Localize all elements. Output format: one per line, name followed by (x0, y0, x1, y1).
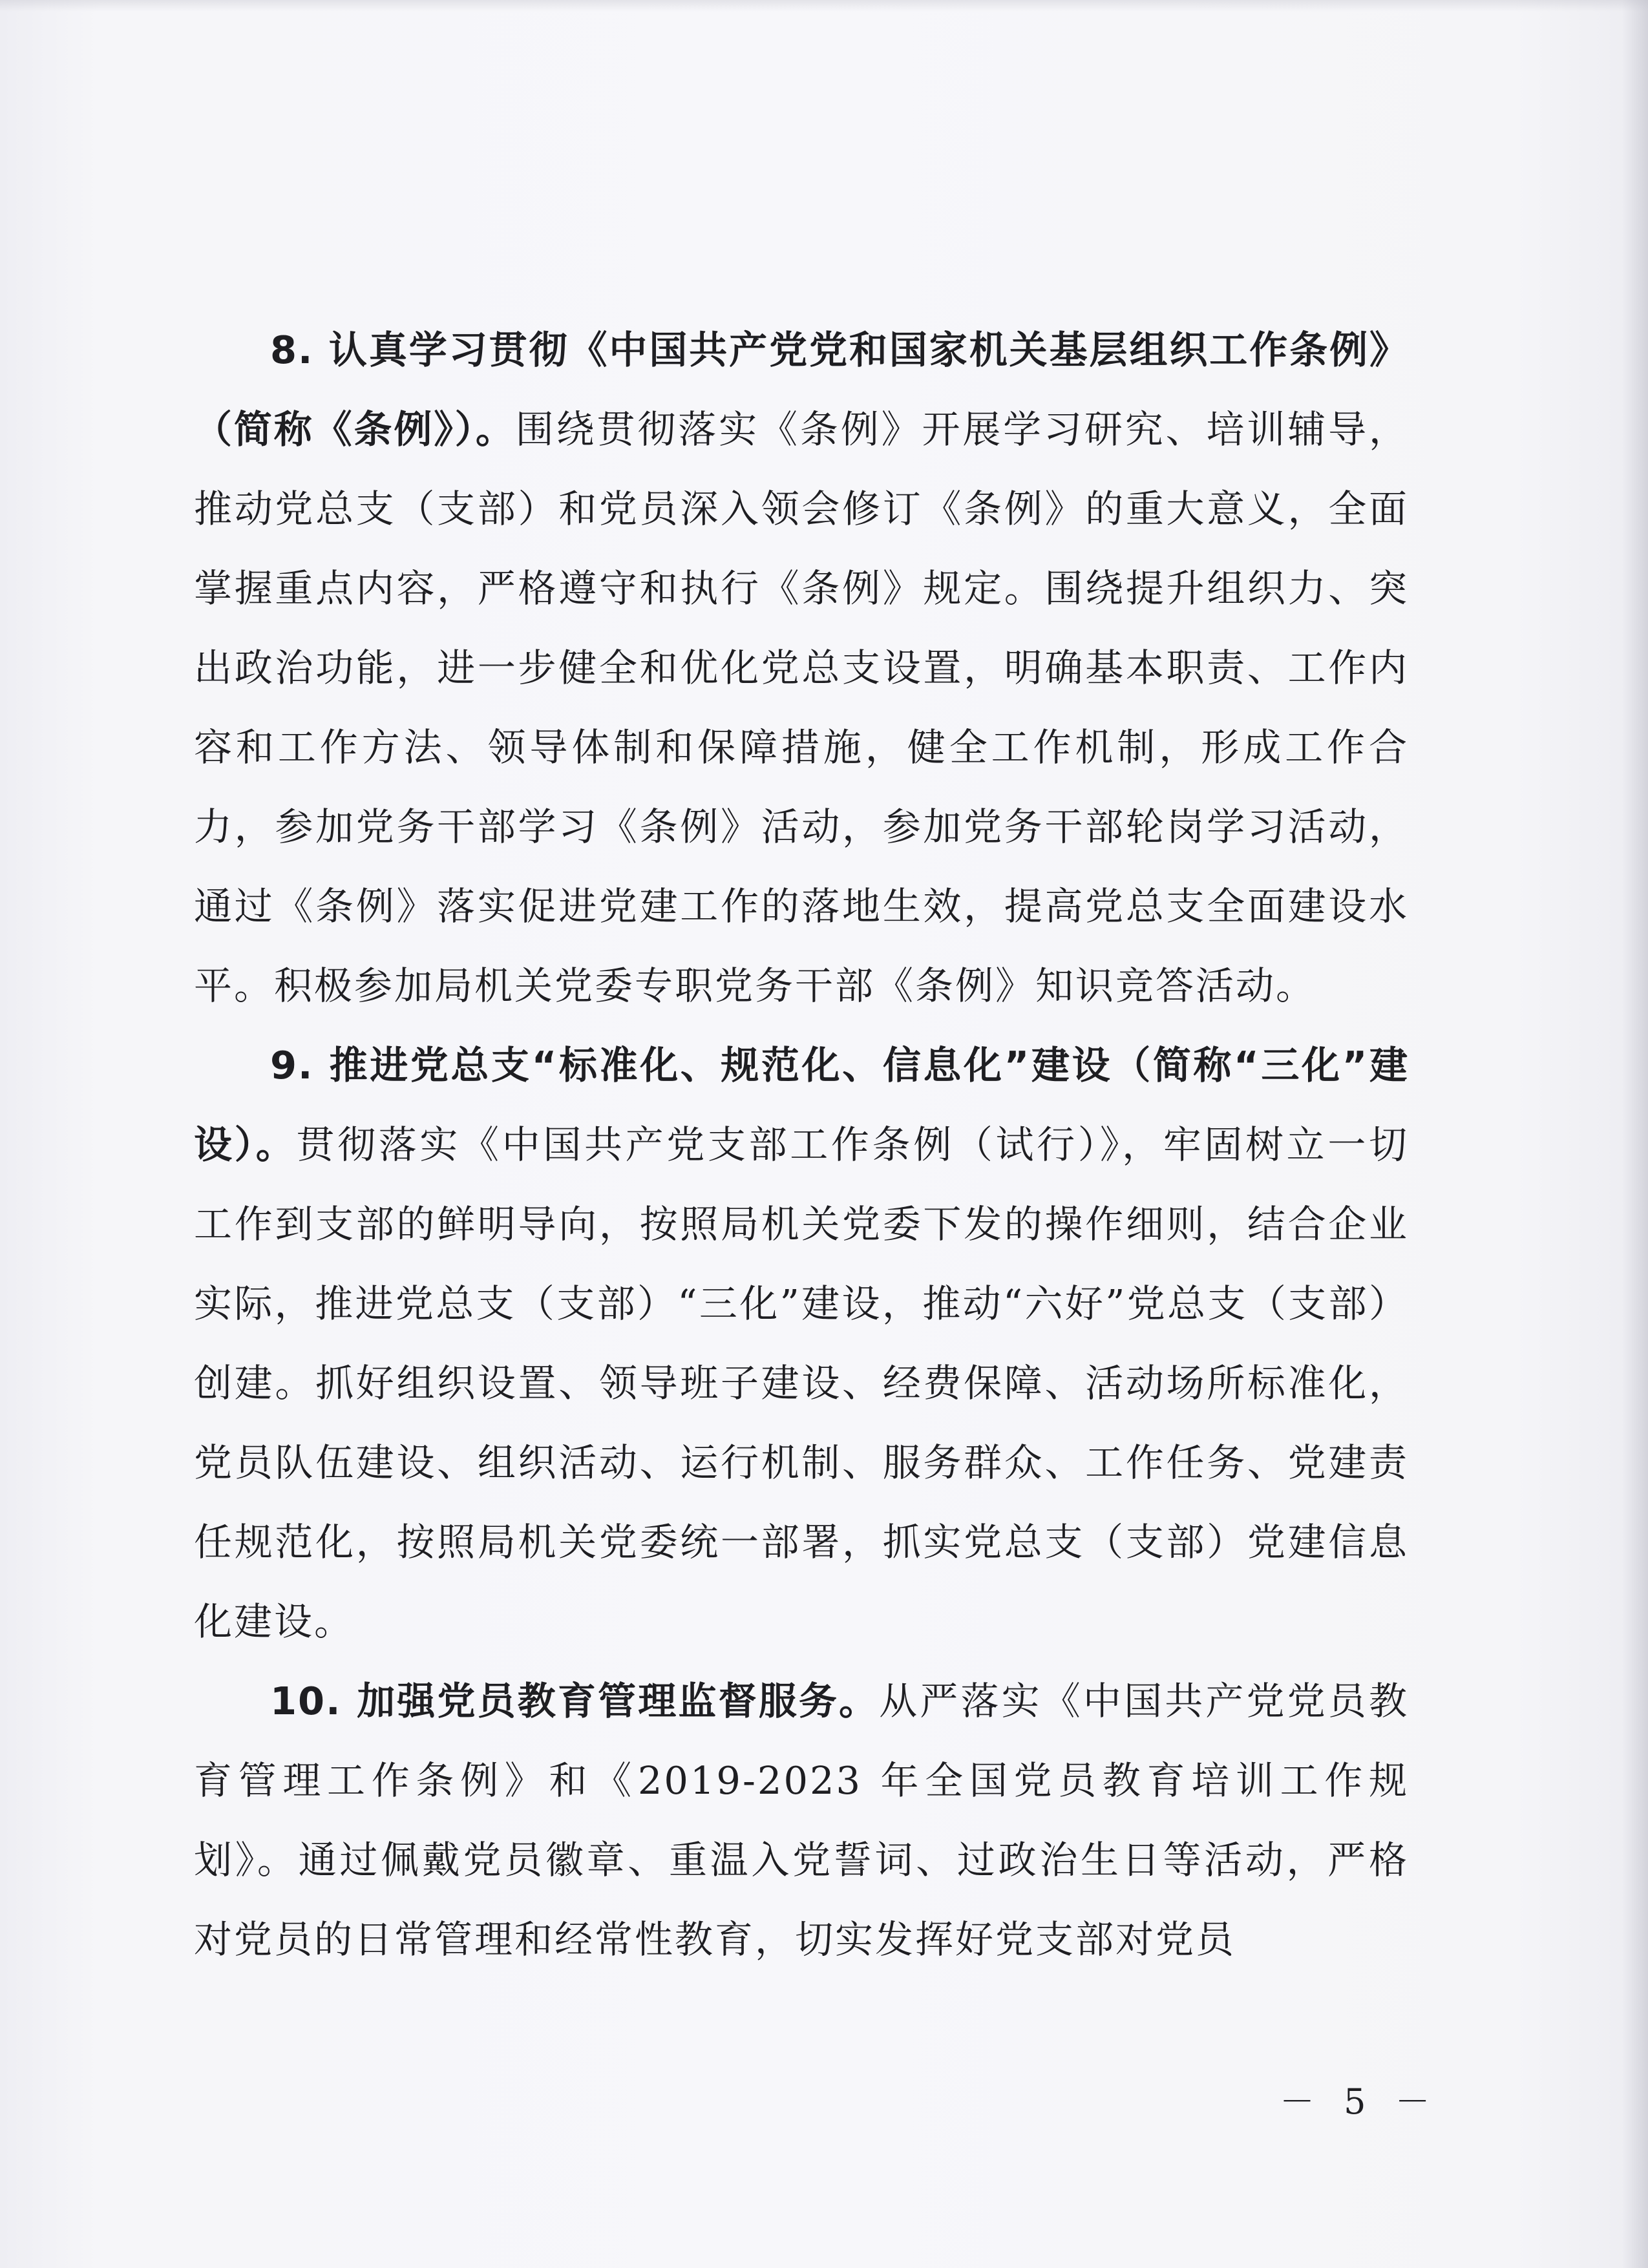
document-body (194, 310, 1409, 1979)
paragraph-item-10 (194, 1661, 1409, 1979)
paragraph-item-9 (194, 1025, 1409, 1661)
paragraph-body: 贯彻落实《中国共产党支部工作条例（试行）》，牢固树立一切工作到支部的鲜明导向，按照局机关党委下发的操作细则，结合企业实际，推进党总支（支部）“三化”建设，推动“六好”党总支（支部）创建。抓好组织设置、领导班子建设、经费保障、活动场所标准化，党员队伍建设、组织活动、运行机制、服务群众、工作任务、党建责任规范化，按照局机关党委统一部署，抓实党总支（支部）党建信息化建设。 (194, 1122, 1409, 1644)
paragraph-body: 围绕贯彻落实《条例》开展学习研究、培训辅导，推动党总支（支部）和党员深入领会修订《条例》的重大意义，全面掌握重点内容，严格遵守和执行《条例》规定。围绕提升组织力、突出政治功能，进一步健全和优化党总支设置，明确基本职责、工作内容和工作方法、领导体制和保障措施，健全工作机制，形成工作合力，参加党务干部学习《条例》活动，参加党务干部轮岗学习活动，通过《条例》落实促进党建工作的落地生效，提高党总支全面建设水平。积极参加局机关党委专职党务干部《条例》知识竞答活动。 (194, 407, 1409, 1008)
scan-edge-top (0, 0, 1648, 12)
paragraph-heading: 10. 加强党员教育管理监督服务。 (270, 1679, 880, 1723)
page-number: － 5 － (1280, 2081, 1439, 2122)
paragraph-item-8 (194, 310, 1409, 1025)
paragraph-heading: 9. 推进党总支“标准化、规范化、信息化”建设（简称“三化”建设）。 (194, 1043, 1409, 1167)
paragraph-heading: 8. 认真学习贯彻《中国共产党党和国家机关基层组织工作条例》（简称《条例》）。 (194, 328, 1409, 452)
scan-edge-right (1622, 0, 1648, 2268)
paragraph-body: 从严落实《中国共产党党员教育管理工作条例》和《2019-2023 年全国党员教育培训工作规划》。通过佩戴党员徽章、重温入党誓词、过政治生日等活动，严格对党员的日常管理和经常性教育，切实发挥好党支部对党员 (194, 1679, 1409, 1962)
